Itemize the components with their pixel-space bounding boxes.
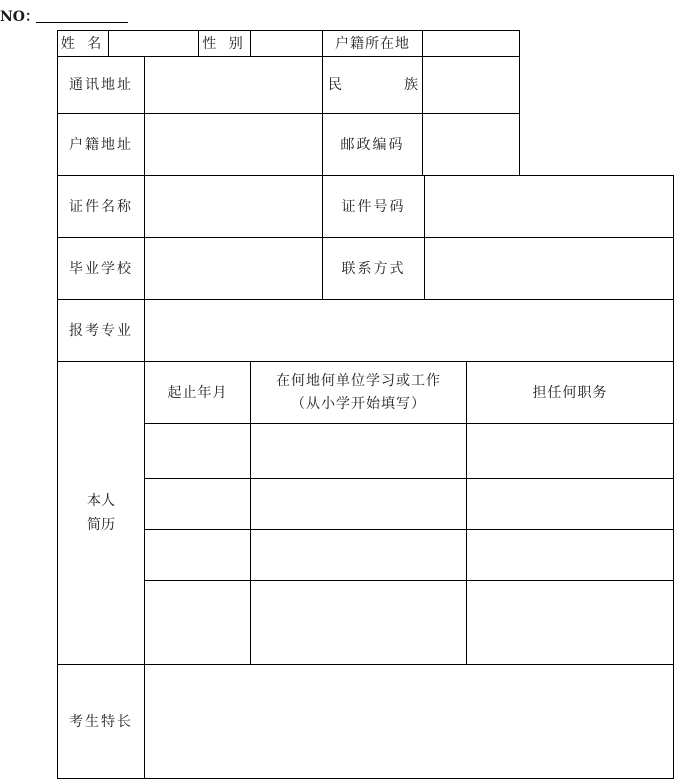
major-field[interactable]: [145, 300, 673, 361]
name-field[interactable]: [109, 31, 198, 56]
grid-line: [57, 778, 674, 779]
hukou-location-field[interactable]: [423, 31, 519, 56]
gender-field[interactable]: [251, 31, 322, 56]
id-number-field[interactable]: [425, 176, 673, 237]
resume-row-2-place[interactable]: [251, 479, 466, 529]
form-number-label: NO：: [0, 9, 39, 25]
specialty-field[interactable]: [145, 665, 673, 778]
school-field[interactable]: [145, 238, 322, 299]
ethnicity-field[interactable]: [423, 57, 519, 113]
resume-col-position: 担任何职务: [532, 384, 608, 401]
resume-row-1-position[interactable]: [467, 424, 673, 478]
specialty-label: 考生特长: [69, 713, 133, 730]
resume-col-place: [251, 362, 466, 423]
id-type-field[interactable]: [145, 176, 322, 237]
resume-row-2-position[interactable]: [467, 479, 673, 529]
form-number-field[interactable]: [36, 22, 128, 23]
contact-label: 联系方式: [341, 260, 406, 277]
resume-label: [58, 362, 144, 664]
name-label: 姓 名: [60, 35, 106, 52]
ethnicity-label-right: 族: [404, 77, 418, 93]
contact-field[interactable]: [425, 238, 673, 299]
resume-col-period: 起止年月: [167, 384, 228, 401]
gender-label: 性 别: [202, 35, 247, 52]
id-number-label: 证件号码: [341, 198, 406, 215]
resume-row-1-period[interactable]: [145, 424, 250, 478]
hukou-address-label: 户籍地址: [69, 136, 133, 153]
mail-address-field[interactable]: [145, 57, 322, 113]
resume-col-place-line1: 在何地何单位学习或工作: [276, 372, 441, 389]
resume-row-4-position[interactable]: [467, 581, 673, 664]
major-label: 报考专业: [69, 322, 133, 339]
hukou-address-field[interactable]: [145, 114, 322, 175]
resume-row-4-period[interactable]: [145, 581, 250, 664]
school-label: 毕业学校: [69, 260, 133, 277]
mail-address-label: 通讯地址: [69, 77, 133, 93]
postcode-label: 邮政编码: [340, 136, 405, 153]
resume-row-2-period[interactable]: [145, 479, 250, 529]
hukou-location-label: 户籍所在地: [335, 35, 410, 52]
resume-row-3-position[interactable]: [467, 530, 673, 580]
resume-col-place-line2: （从小学开始填写）: [291, 395, 426, 412]
resume-label-line1: 本人: [87, 493, 115, 509]
resume-row-4-place[interactable]: [251, 581, 466, 664]
resume-row-3-place[interactable]: [251, 530, 466, 580]
resume-row-3-period[interactable]: [145, 530, 250, 580]
postcode-field[interactable]: [423, 114, 519, 175]
ethnicity-label-left: 民: [328, 77, 342, 93]
photo-area[interactable]: [520, 31, 673, 175]
grid-line: [673, 175, 674, 779]
resume-label-line2: 简历: [87, 517, 115, 533]
resume-row-1-place[interactable]: [251, 424, 466, 478]
id-type-label: 证件名称: [69, 198, 133, 215]
